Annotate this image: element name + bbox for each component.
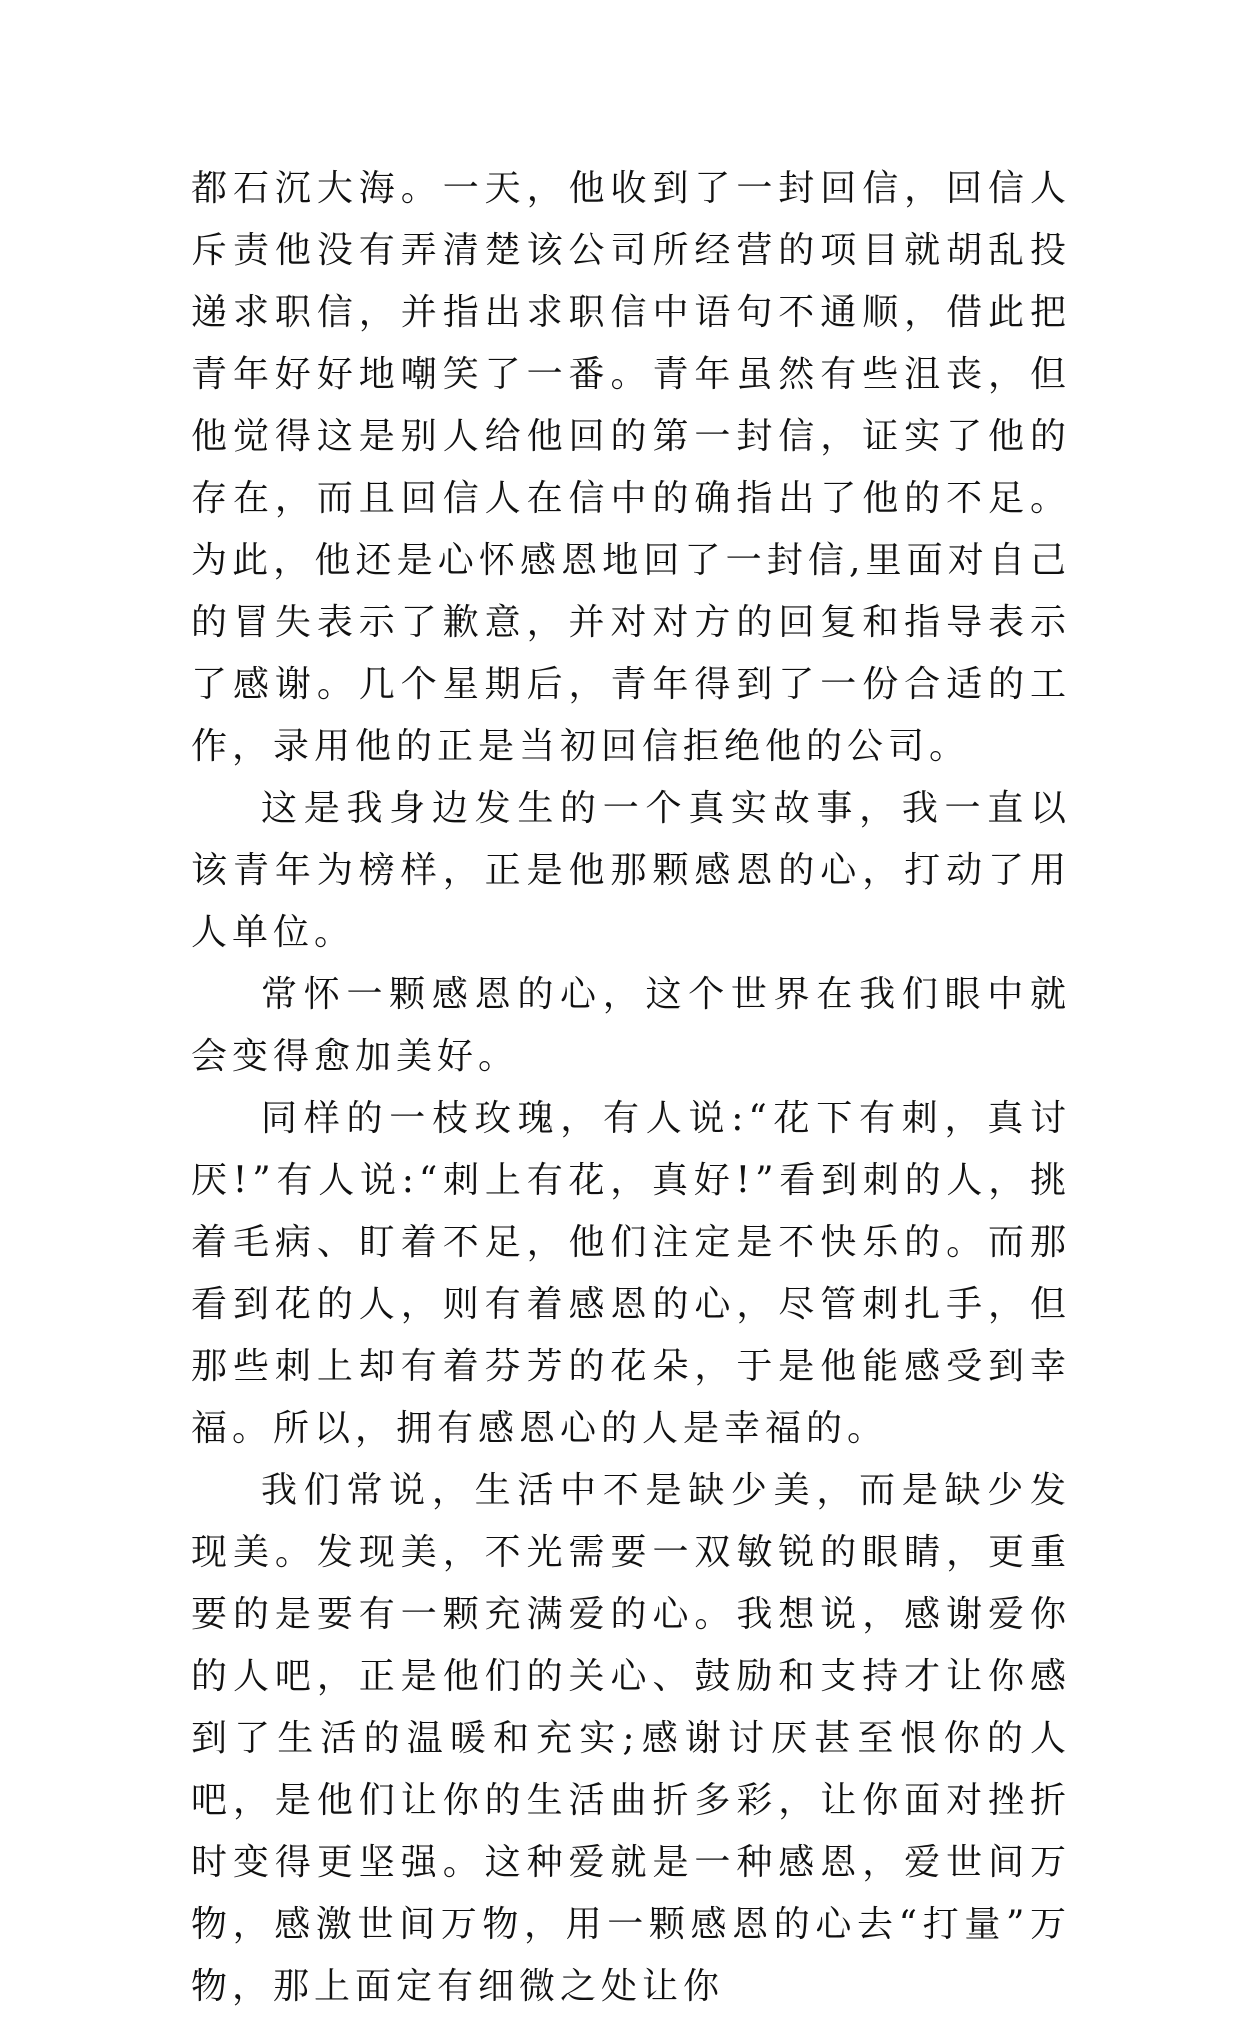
paragraph-2: 这是我身边发生的一个真实故事，我一直以该青年为榜样，正是他那颗感恩的心，打动了用人单位。 (191, 788, 1071, 953)
paragraph-3: 常怀一颗感恩的心，这个世界在我们眼中就会变得愈加美好。 (191, 974, 1071, 1077)
paragraph-1: 都石沉大海。一天，他收到了一封回信，回信人斥责他没有弄清楚该公司所经营的项目就胡乱投递求职信，并指出求职信中语句不通顺，借此把青年好好地嘲笑了一番。青年虽然有些沮丧，但他觉得这是别人给他回的第一封信，证实了他的存在，而且回信人在信中的确指出了他的不足。为此，他还是心怀感恩地回了一封信,里面对自己的冒失表示了歉意，并对对方的回复和指导表示了感谢。几个星期后，青年得到了一份合适的工作，录用他的正是当初回信拒绝他的公司。 (191, 168, 1071, 767)
paragraph-4: 同样的一枝玫瑰，有人说:“花下有刺，真讨厌!”有人说:“刺上有花，真好!”看到刺的人，挑着毛病、盯着不足，他们注定是不快乐的。而那看到花的人，则有着感恩的心，尽管刺扎手，但那些刺上却有着芬芳的花朵，于是他能感受到幸福。所以，拥有感恩心的人是幸福的。 (191, 1098, 1071, 1449)
document-body (191, 158, 1071, 2018)
paragraph-5: 我们常说，生活中不是缺少美，而是缺少发现美。发现美，不光需要一双敏锐的眼睛，更重要的是要有一颗充满爱的心。我想说，感谢爱你的人吧，正是他们的关心、鼓励和支持才让你感到了生活的温暖和充实;感谢讨厌甚至恨你的人吧，是他们让你的生活曲折多彩，让你面对挫折时变得更坚强。这种爱就是一种感恩，爱世间万物，感激世间万物，用一颗感恩的心去“打量”万物，那上面定有细微之处让你 (191, 1470, 1071, 2007)
